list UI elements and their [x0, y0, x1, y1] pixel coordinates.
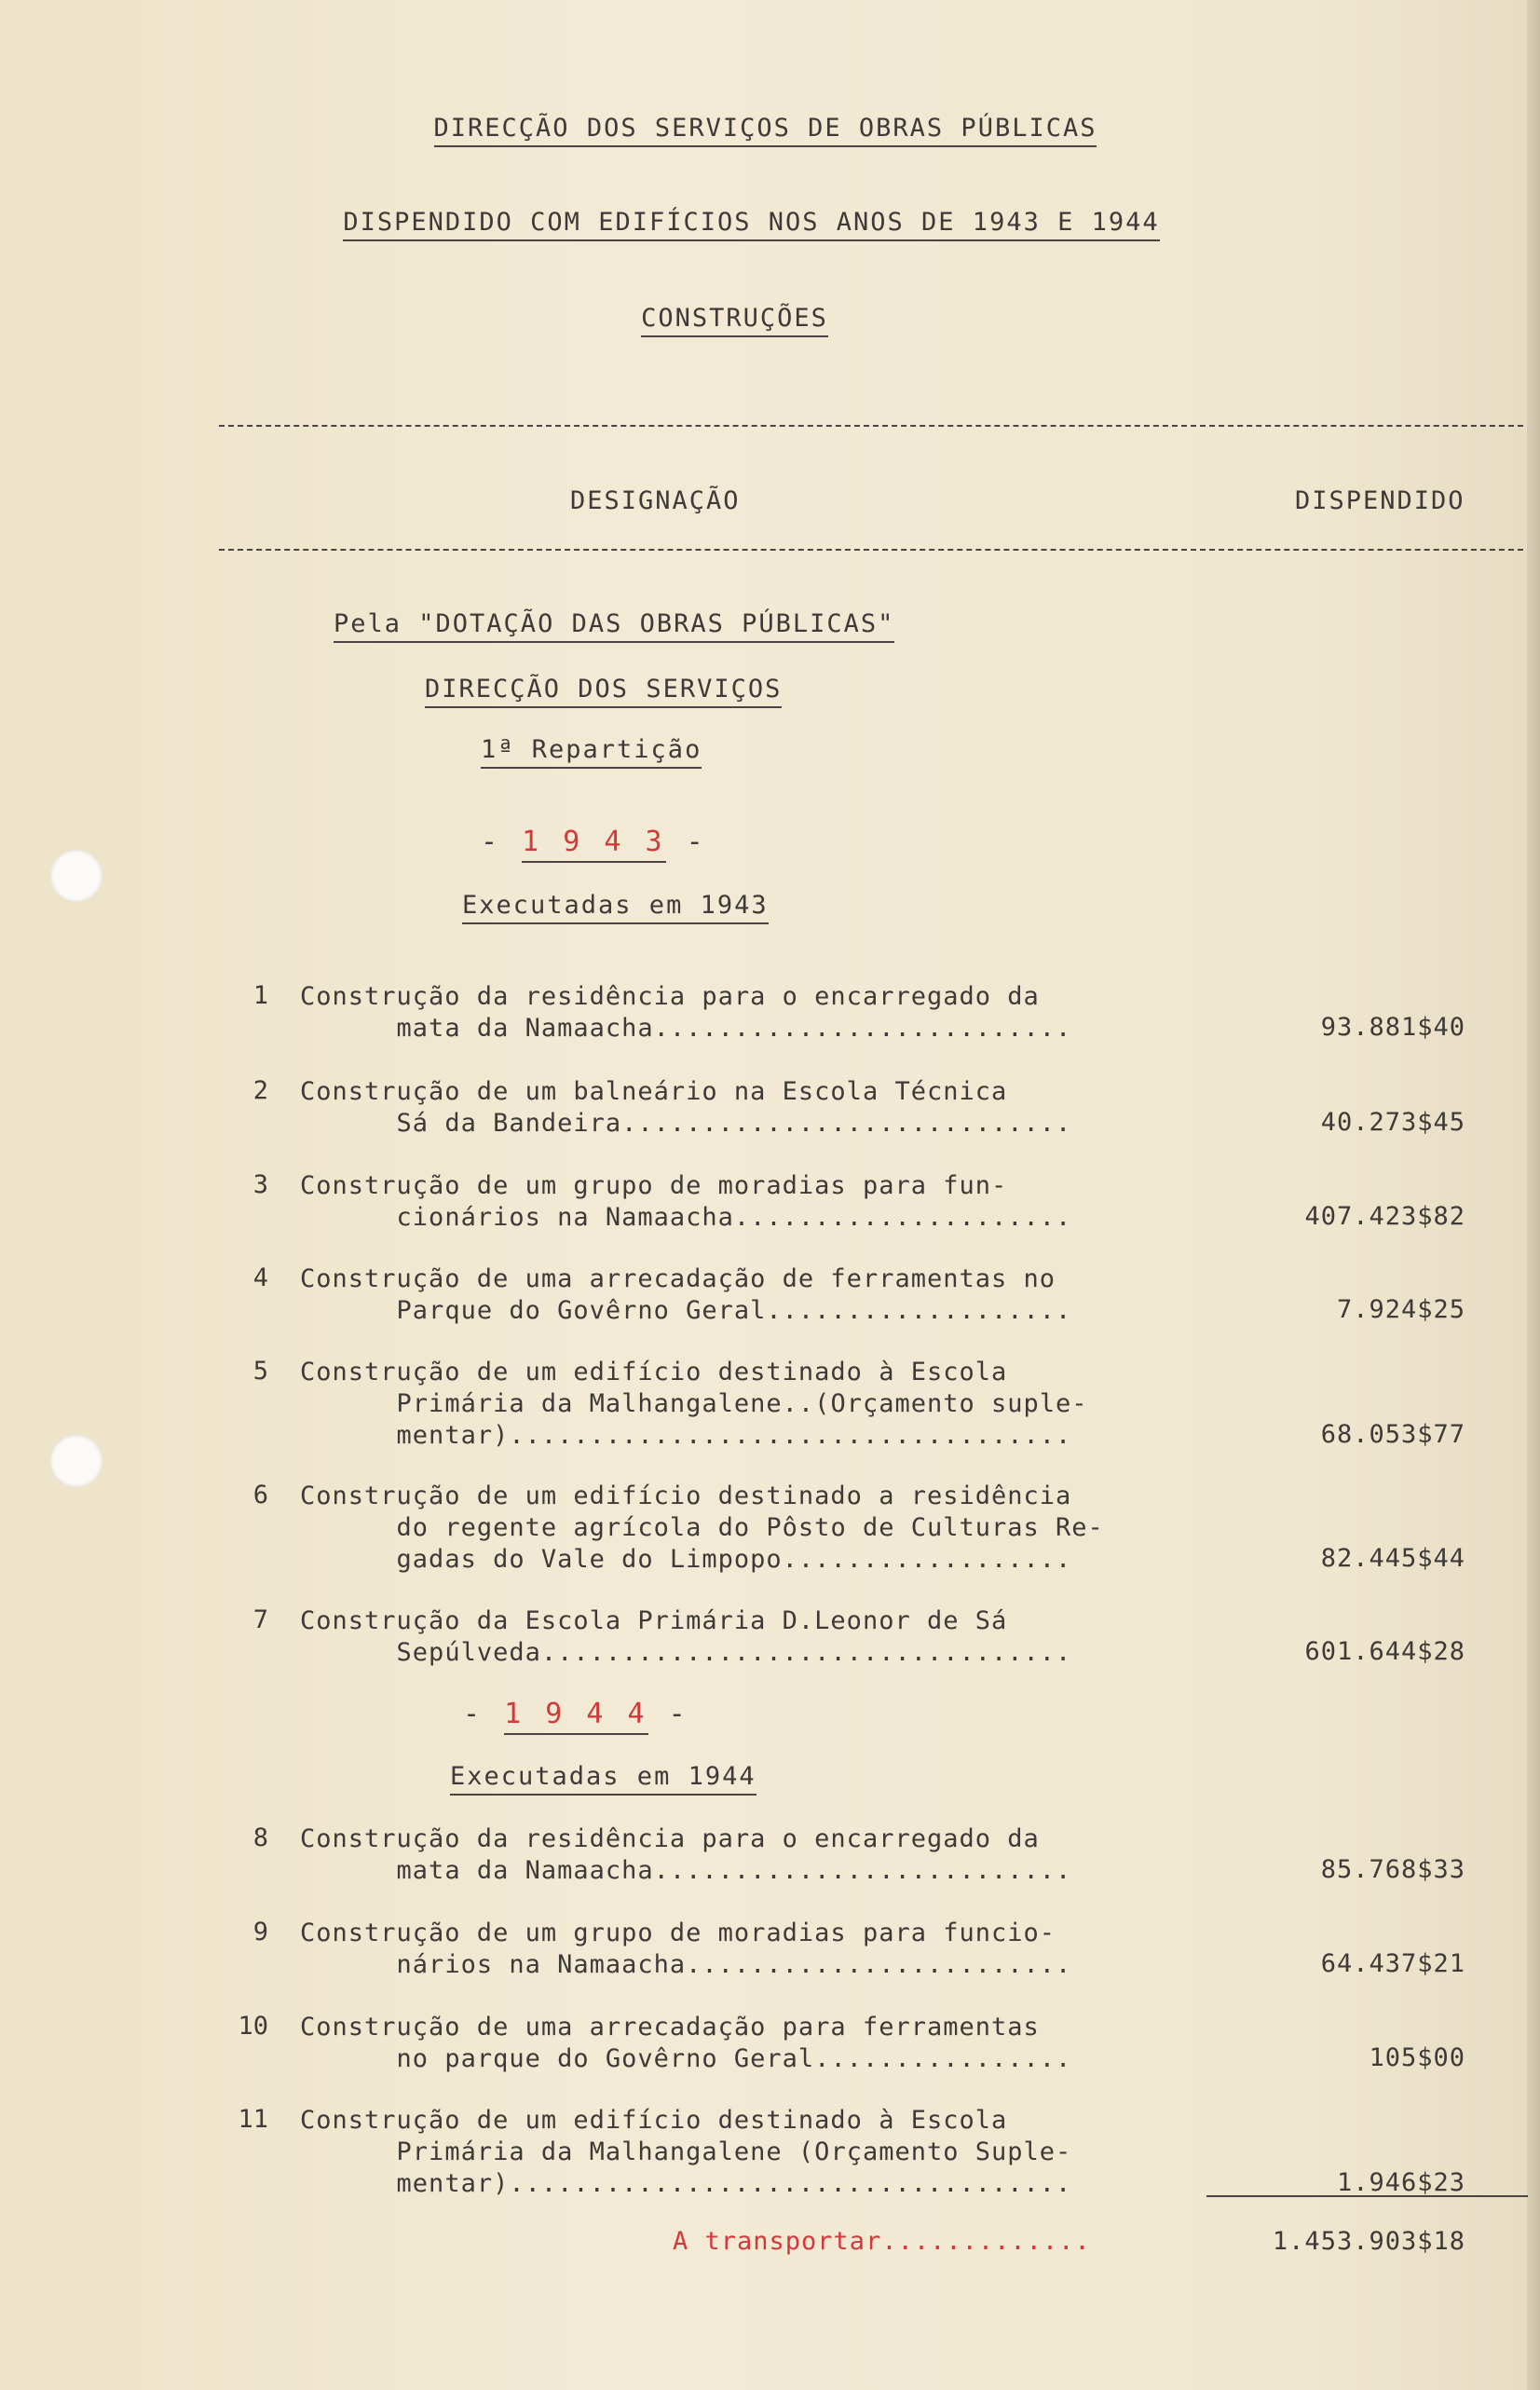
row-amount: 105$00	[1369, 2043, 1465, 2072]
table-row	[0, 2012, 1540, 2114]
column-designation: DESIGNAÇÃO	[570, 486, 741, 515]
row-amount: 407.423$82	[1304, 1202, 1465, 1231]
row-description: Construção de um balneário na Escola Técnica Sá da Bandeira............................	[300, 1077, 1072, 1138]
row-description: Construção de uma arrecadação de ferramentas no Parque do Govêrno Geral...................	[300, 1264, 1072, 1325]
total-amount: 1.453.903$18	[1272, 2227, 1465, 2256]
header-subtitle: DISPENDIDO COM EDIFÍCIOS NOS ANOS DE 1943 E 1944	[0, 208, 1521, 241]
row-description: Construção de um grupo de moradias para funcio- nários na Namaacha........................	[300, 1919, 1072, 1979]
section-direction: DIRECÇÃO DOS SERVIÇOS	[425, 675, 782, 708]
table-header-rule	[219, 549, 1523, 551]
year-1944-subtitle: Executadas em 1944	[450, 1762, 756, 1796]
header-category: CONSTRUÇÕES	[0, 304, 1505, 337]
row-amount: 7.924$25	[1336, 1295, 1465, 1324]
row-amount: 601.644$28	[1304, 1637, 1465, 1666]
subtotal-rule	[1206, 2195, 1528, 2197]
row-amount: 64.437$21	[1320, 1949, 1465, 1978]
table-row	[0, 981, 1540, 1084]
row-number: 11	[238, 2105, 268, 2134]
year-1943-subtitle: Executadas em 1943	[462, 891, 769, 924]
table-row	[0, 1263, 1540, 1366]
row-number: 8	[252, 1823, 268, 1852]
table-top-rule	[219, 425, 1523, 427]
row-number: 10	[238, 2012, 268, 2041]
column-spent: DISPENDIDO	[1295, 486, 1465, 515]
row-description: Construção de uma arrecadação para ferramentas no parque do Govêrno Geral................	[300, 2013, 1072, 2073]
row-description: Construção de um edifício destinado à Escola Primária da Malhangalene (Orçamento Suple- mentar)...................................	[300, 2106, 1072, 2198]
table-row	[0, 1918, 1540, 2020]
year-1944-heading: - 1 9 4 4 -	[463, 1698, 689, 1735]
row-number: 4	[252, 1263, 268, 1292]
punch-hole-top	[50, 850, 102, 902]
row-description: Construção de um edifício destinado a residência do regente agrícola do Pôsto de Culturas Re- gadas do Vale do Limpopo..................	[300, 1482, 1104, 1574]
row-description: Construção da Escola Primária D.Leonor de Sá Sepúlveda.................................	[300, 1606, 1072, 1667]
table-row	[0, 1605, 1540, 1708]
table-row	[0, 2105, 1540, 2207]
row-amount: 93.881$40	[1320, 1013, 1465, 1042]
row-number: 6	[252, 1481, 268, 1509]
table-row	[0, 1823, 1540, 1926]
row-number: 9	[252, 1918, 268, 1946]
section-funding: Pela "DOTAÇÃO DAS OBRAS PÚBLICAS"	[334, 609, 894, 643]
row-number: 7	[252, 1605, 268, 1634]
row-number: 2	[252, 1076, 268, 1105]
row-number: 5	[252, 1357, 268, 1386]
row-number: 1	[252, 981, 268, 1010]
section-department: 1ª Repartição	[481, 735, 702, 769]
row-amount: 68.053$77	[1320, 1420, 1465, 1449]
row-amount: 82.445$44	[1320, 1544, 1465, 1573]
table-row	[0, 1481, 1540, 1583]
row-description: Construção da residência para o encarregado da mata da Namaacha..........................	[300, 982, 1072, 1043]
table-row	[0, 1170, 1540, 1273]
row-amount: 1.946$23	[1336, 2168, 1465, 2197]
table-row	[0, 1357, 1540, 1459]
row-description: Construção de um grupo de moradias para fun- cionários na Namaacha.....................	[300, 1171, 1072, 1232]
row-description: Construção da residência para o encarregado da mata da Namaacha..........................	[300, 1824, 1072, 1885]
row-amount: 40.273$45	[1320, 1108, 1465, 1137]
year-1943-heading: - 1 9 4 3 -	[481, 826, 707, 863]
header-title: DIRECÇÃO DOS SERVIÇOS DE OBRAS PÚBLICAS	[0, 114, 1535, 147]
total-label: A transportar.............	[673, 2227, 1091, 2256]
row-number: 3	[252, 1170, 268, 1199]
table-row	[0, 1076, 1540, 1179]
row-description: Construção de um edifício destinado à Escola Primária da Malhangalene..(Orçamento suple- mentar)...................................	[300, 1358, 1088, 1450]
row-amount: 85.768$33	[1320, 1855, 1465, 1884]
